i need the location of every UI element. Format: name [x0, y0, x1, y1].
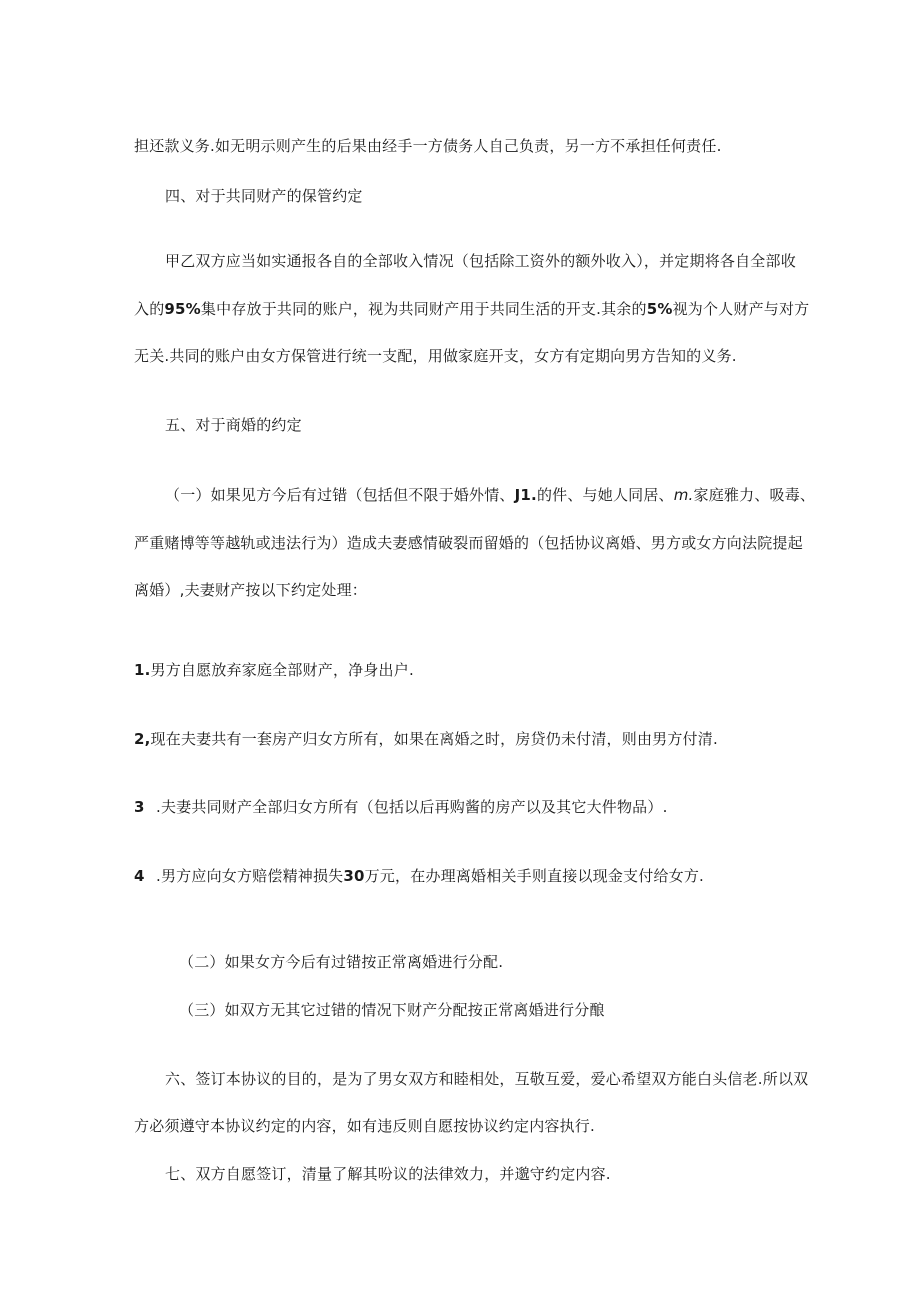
list-item-1 [134, 660, 414, 680]
text-span: 视为个人财产与对方 [672, 300, 810, 318]
text-span: J1. [514, 486, 537, 504]
text-span: 五、对于商婚的约定 [165, 416, 302, 434]
text-span: 甲乙双方应当如实通报各自的全部收入情况（包括除工资外的额外收入），并定期将各自全部收 [165, 252, 796, 270]
text-span: 现在夫妻共有一套房产归女方所有，如果在离婚之时，房贷仍未付清，则由男方付清. [150, 730, 718, 748]
list-item-number: 2, [134, 730, 151, 748]
section-heading-4 [165, 186, 363, 206]
list-item-3 [134, 797, 668, 817]
section-heading-5 [165, 415, 302, 435]
paragraph-line [134, 580, 367, 600]
sub-clause-2 [179, 952, 503, 972]
text-span: 的件、与她人同居、 [536, 486, 674, 504]
text-span: 男方自愿放弃家庭全部财产，净身出户. [150, 661, 414, 679]
paragraph-line [165, 485, 815, 505]
text-span: 万元，在办理离婚相关手则直接以现金支付给女方. [364, 867, 705, 885]
percent-value: 95% [164, 300, 201, 318]
paragraph-line [134, 346, 737, 366]
text-span: m. [673, 486, 694, 504]
paragraph-line [134, 299, 809, 319]
text-span: .男方应向女方赔偿精神损失 [156, 867, 344, 885]
text-span: 家庭雅力、吸毒、 [693, 486, 816, 504]
list-item-2 [134, 729, 718, 749]
percent-value: 5% [646, 300, 673, 318]
paragraph-line [134, 533, 803, 553]
text-span: 担还款义务.如无明示则产生的后果由经手一方债务人自己负责，另一方不承担任何责任. [134, 137, 722, 155]
text-span: 无关.共同的账户由女方保管进行统一支配，用做家庭开支，女方有定期向男方告知的义务. [134, 347, 737, 365]
text-span: （三）如双方无其它过错的情况下财产分配按正常离婚进行分酿 [179, 1001, 605, 1019]
list-item-number: 4 [134, 867, 145, 885]
list-item-4 [134, 866, 704, 886]
list-item-number: 1. [134, 661, 151, 679]
section-heading-6 [165, 1069, 808, 1089]
text-span: （二）如果女方今后有过错按正常离婚进行分配. [179, 953, 504, 971]
text-span: 六、签订本协议的目的，是为了男女双方和睦相处，互敬互爱，爱心希望双方能白头信老.所以双 [165, 1070, 809, 1088]
text-span: 四、对于共同财产的保管约定 [165, 187, 363, 205]
text-span: 方必须遵守本协议约定的内容，如有违反则自愿按协议约定内容执行. [134, 1117, 595, 1135]
amount-value: 30 [343, 867, 365, 885]
list-item-number: 3 [134, 798, 145, 816]
section-heading-7 [165, 1164, 611, 1184]
text-span: 严重赌博等等越轨或违法行为）造成夫妻感情破裂而留婚的（包括协议离婚、男方或女方向法院提起 [134, 534, 803, 552]
text-span: （一）如果见方今后有过错（包括但不限于婚外情、 [165, 486, 515, 504]
text-span: 七、双方自愿签订，清量了解其吩议的法律效力，并邈守约定内容. [165, 1165, 611, 1183]
paragraph-line [134, 136, 722, 156]
text-span: .夫妻共同财产全部归女方所有（包括以后再购酱的房产以及其它大件物品）. [156, 798, 668, 816]
paragraph-line [134, 1116, 595, 1136]
text-span: 离婚）,夫妻财产按以下约定处理： [134, 581, 367, 599]
text-span: 入的 [134, 300, 165, 318]
sub-clause-3 [179, 1000, 605, 1020]
text-span: 集中存放于共同的账户，视为共同财产用于共同生活的开支.其余的 [200, 300, 647, 318]
paragraph-line [165, 251, 796, 271]
